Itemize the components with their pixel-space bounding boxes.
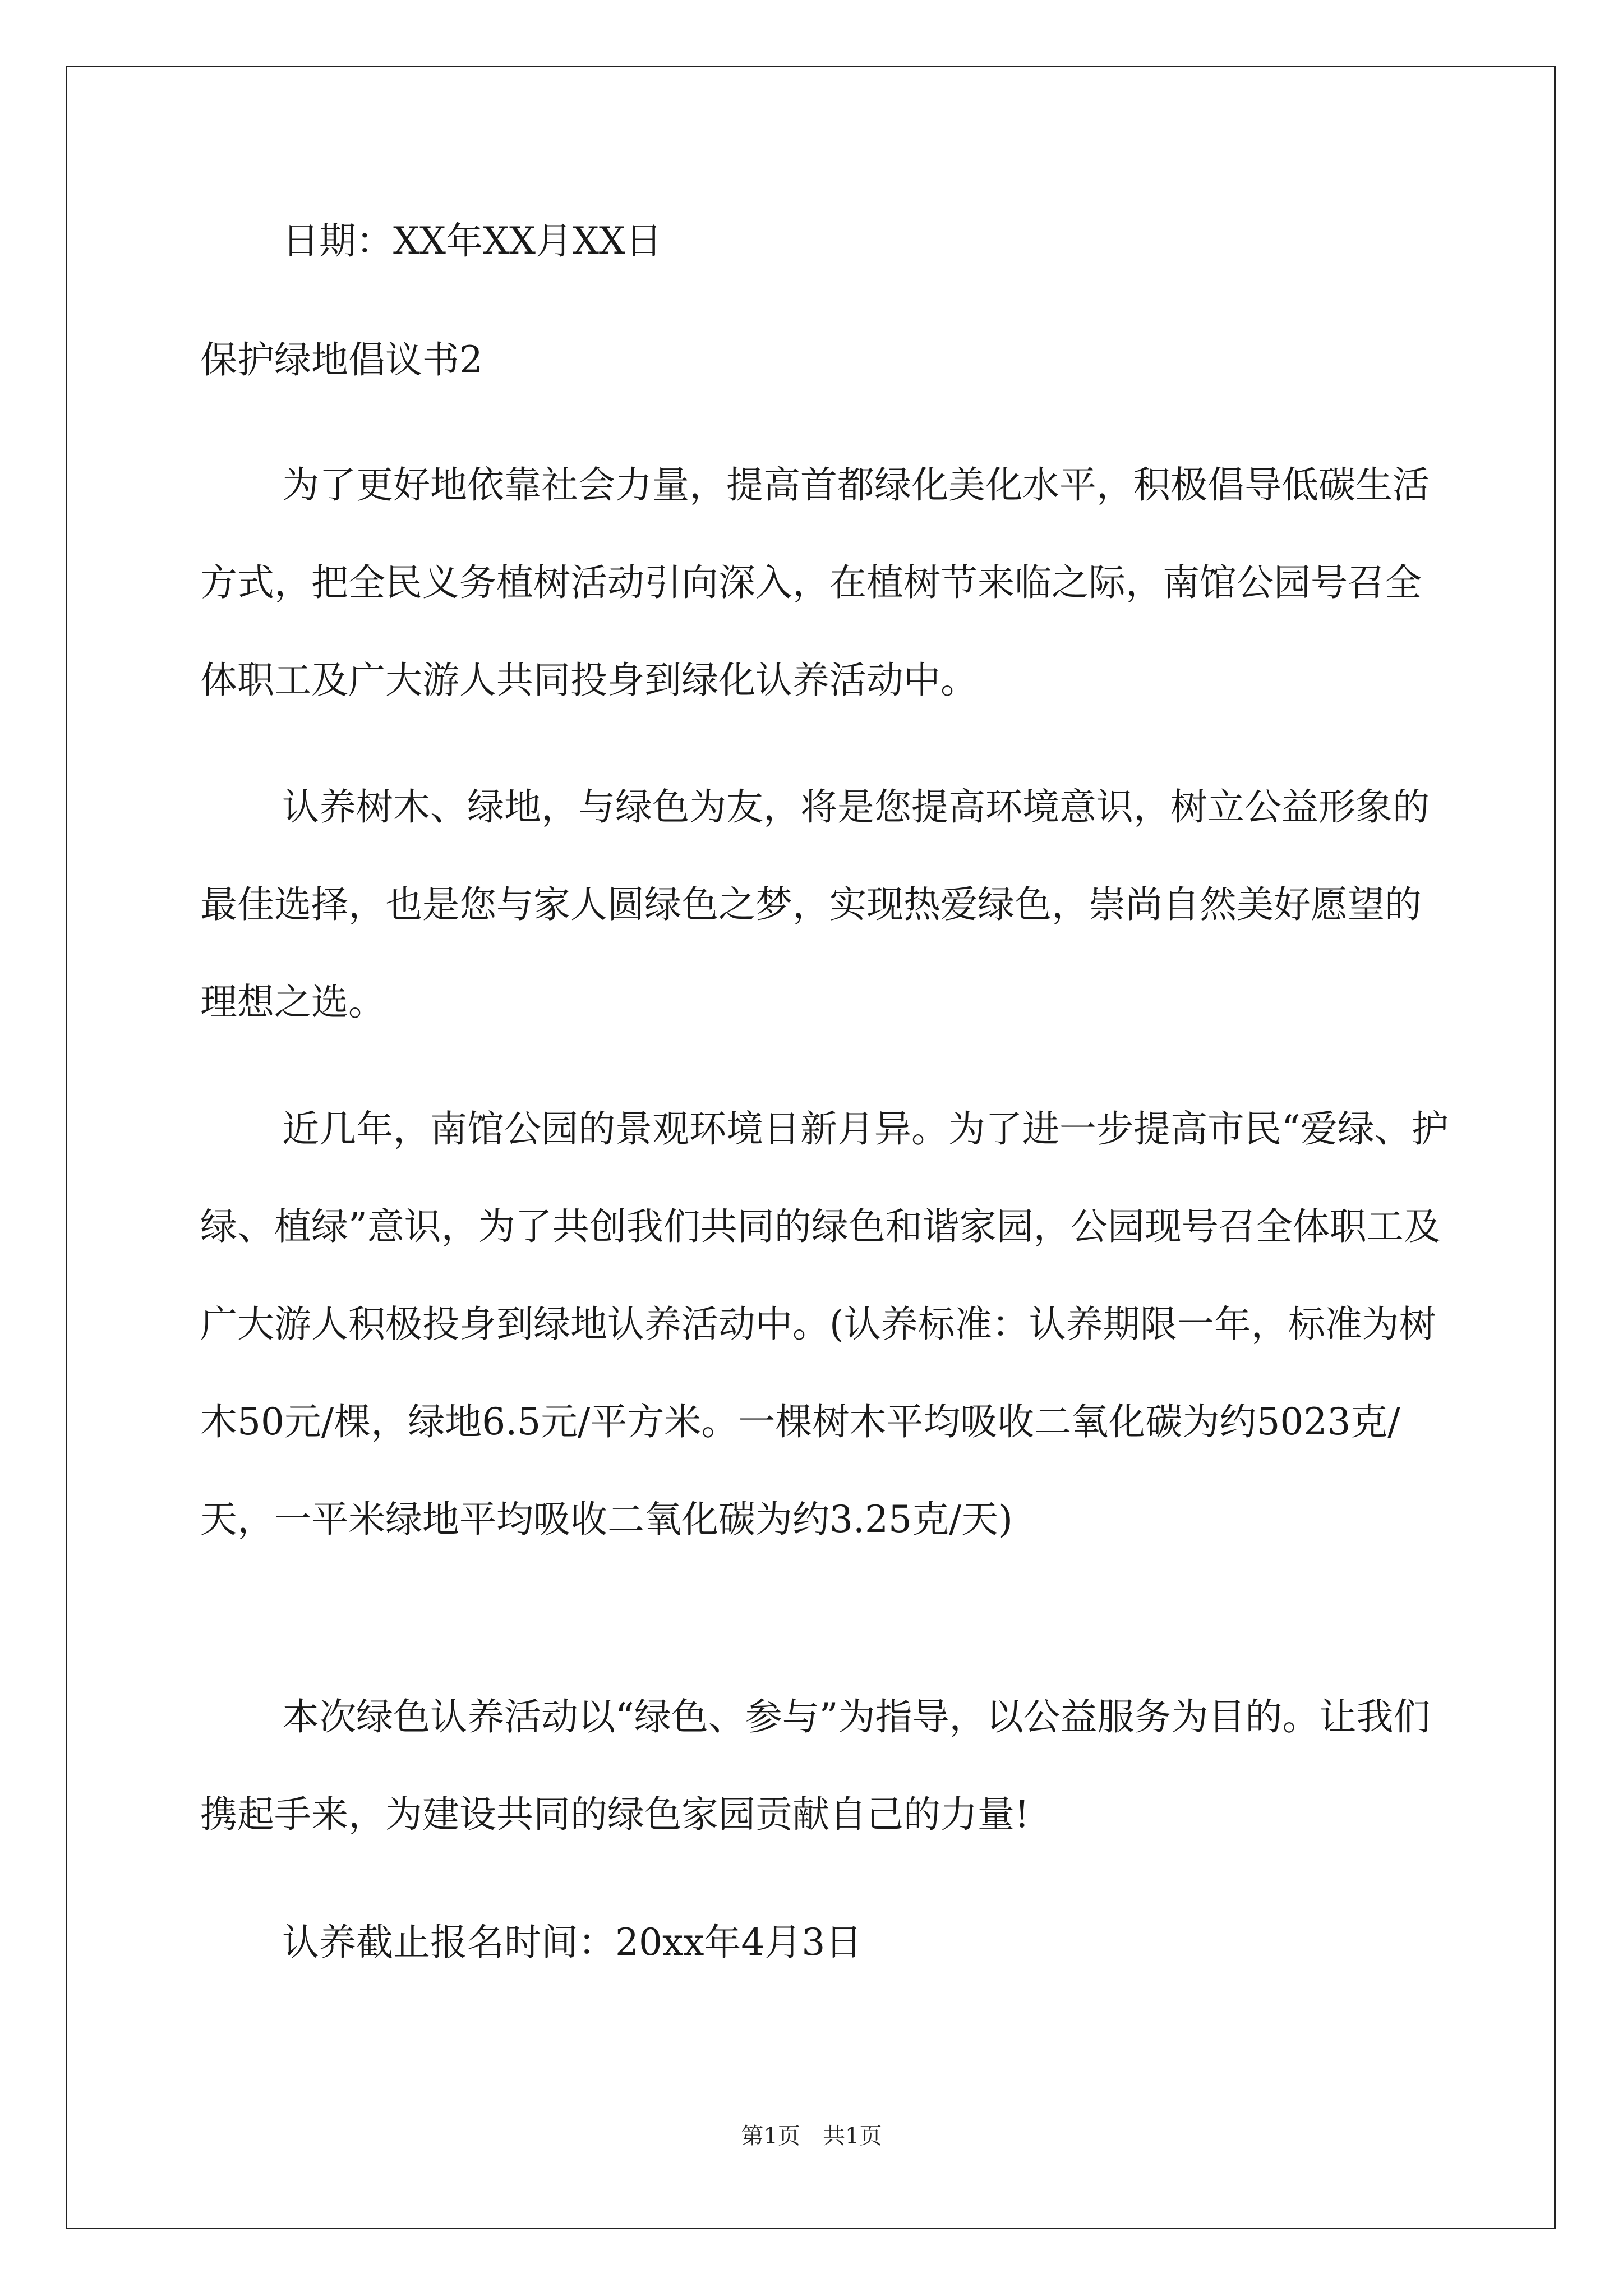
paragraph-3: 近几年，南馆公园的景观环境日新月异。为了进一步提高市民“爱绿、护绿、植绿”意识，为了共创我们共同的绿色和谐家园，公园现号召全体职工及广大游人积极投身到绿地认养活动中。(认养标准：认养期限一年，标准为树木50元/棵，绿地6.5元/平方米。一棵树木平均吸收二氧化碳为约5023克/天，一平米绿地平均吸收二氧化碳为约3.25克/天) <box>200 1107 1449 1541</box>
date-line: 日期：XX年XX月XX日 <box>282 219 662 263</box>
paragraph-1: 为了更好地依靠社会力量，提高首都绿化美化水平，积极倡导低碳生活方式，把全民义务植树活动引向深入，在植树节来临之际，南馆公园号召全体职工及广大游人共同投身到绿化认养活动中。 <box>200 463 1430 702</box>
paragraph-5: 认养截止报名时间：20xx年4月3日 <box>282 1921 863 1964</box>
paragraph-2: 认养树木、绿地，与绿色为友，将是您提高环境意识，树立公益形象的最佳选择，也是您与家人圆绿色之梦，实现热爱绿色，崇尚自然美好愿望的理想之选。 <box>200 785 1430 1024</box>
page-footer: 第1页 共1页 <box>741 2123 882 2149</box>
document-heading: 保护绿地倡议书2 <box>200 338 483 381</box>
paragraph-4: 本次绿色认养活动以“绿色、参与”为指导，以公益服务为目的。让我们携起手来，为建设共同的绿色家园贡献自己的力量! <box>200 1695 1431 1836</box>
